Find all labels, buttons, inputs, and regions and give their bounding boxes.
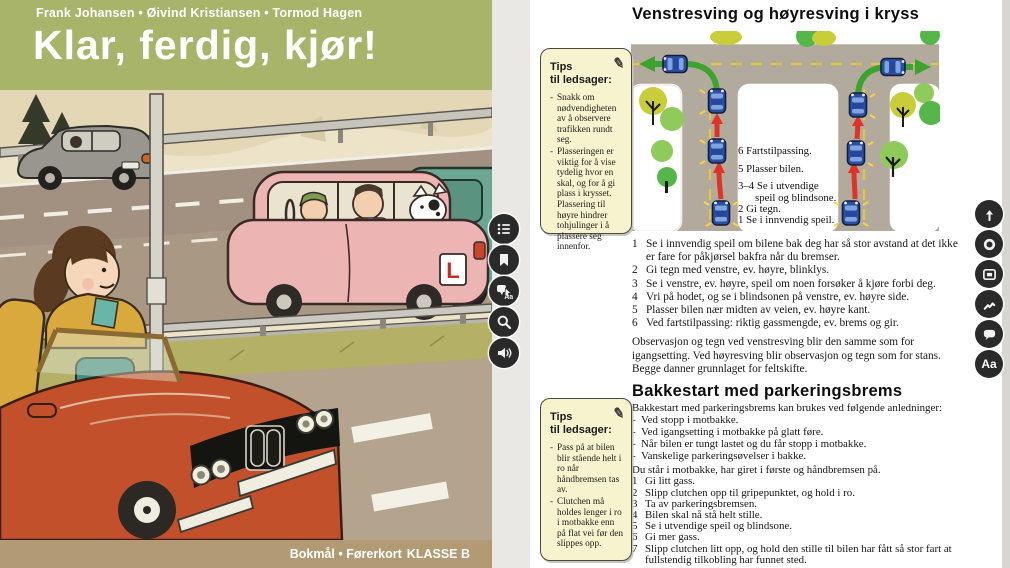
textbook-page — [530, 0, 1002, 568]
svg-text:L: L — [446, 258, 460, 283]
bmw-grille — [246, 426, 284, 470]
tips-box-1 — [540, 48, 632, 253]
list-item: 3 Se i venstre, ev. høyre, speil om noen forsøker å kjøre forbi deg. — [632, 277, 936, 290]
diagram-step-label: 6 Fartstilpassing. — [738, 145, 812, 157]
word-lookup-button[interactable] — [489, 276, 519, 306]
text-settings-icon: Aa — [981, 357, 997, 371]
list-item: 5 Plasser bilen nær midten av veien, ev. høyre kant. — [632, 304, 871, 317]
reader-toolbar-right — [975, 200, 1003, 378]
list-item: 2 Slipp clutchen opp til gripepunktet, og hold i ro. — [632, 486, 855, 499]
text-settings-button[interactable] — [975, 350, 1003, 378]
contents-list-icon — [496, 221, 512, 237]
pencil-icon: ✎ — [612, 404, 627, 422]
frame-icon — [982, 267, 997, 282]
tips-item: - Pass på at bilen blir stående helt i ro når håndbremsen tas av. — [550, 443, 622, 496]
diagram-step-labels — [738, 146, 874, 226]
pink-learner-car — [228, 172, 488, 320]
tips-item: - Clutchen må holdes lenger i ro i motbakke enn på flat vei før den slippes opp. — [550, 496, 624, 550]
tips-item: - Plasseringen er viktig for å vise tydelig hvor en skal, og for å gi plass i krysset. Plassering til høyre hindrer tohjulinger i å plassere seg innenfor. — [550, 146, 616, 253]
reader-toolbar-middle — [489, 214, 519, 368]
svg-text:Aa: Aa — [503, 293, 513, 300]
list-item: 1 Gi litt gass. — [632, 475, 695, 488]
turning-steps-list — [632, 238, 968, 330]
hillstart-section — [632, 403, 968, 566]
list-item: 4 Bilen skal nå stå helt stille. — [632, 509, 763, 522]
list-item: 7 Slipp clutchen litt opp, og hold den stille til bilen har fått så stor fart at fullstendig tilkobling har funnet sted. — [632, 542, 952, 566]
cover-header — [0, 0, 492, 90]
tips-title: ✎ Tips til ledsager: — [550, 404, 627, 436]
comments-button[interactable] — [975, 320, 1003, 348]
page-title: Venstresving og høyresving i kryss — [632, 5, 920, 23]
scrollbar-track[interactable] — [1002, 0, 1010, 568]
side-mirror — [28, 404, 56, 417]
tips-title: ✎ Tips til ledsager: — [550, 54, 627, 86]
tips-item: - Snakk om nødvendigheten av å observere trafikken rundt seg. — [550, 93, 617, 146]
list-item: 2 Gi tegn med venstre, ev. høyre, blinklys. — [632, 264, 830, 277]
bookmark-button[interactable] — [489, 245, 519, 275]
diagram-step-label: speil og blindsone. — [755, 192, 837, 204]
list-item: 6 Gi mer gass. — [632, 531, 700, 544]
focus-button[interactable] — [975, 230, 1003, 258]
speech-bubble-icon — [982, 327, 997, 342]
zigzag-route-icon — [982, 297, 997, 312]
list-item: 6 Ved fartstilpassing: riktig gassmengde, ev. brems og gir. — [632, 317, 899, 330]
list-item: 3 Ta av parkeringsbremsen. — [632, 497, 758, 510]
search-button[interactable] — [489, 307, 519, 337]
hillstart-intro: Bakkestart med parkeringsbrems kan brukes ved følgende anledninger: — [632, 402, 942, 415]
section-title: Bakkestart med parkeringsbrems — [632, 382, 903, 401]
bullet-item: - Ved stopp i motbakke. — [632, 413, 739, 426]
cover-authors: Frank Johansen • Øivind Kristiansen • Tormod Hagen — [36, 6, 363, 20]
diagram-step-label: 5 Plasser bilen. — [738, 163, 804, 175]
bullet-item: - Når bilen er tungt lastet og du får stopp i motbakke. — [632, 437, 867, 450]
cover-footer — [0, 540, 492, 568]
list-item: 1 Se i innvendig speil om bilene bak deg har så stor avstand at det ikke er fare for påkjørsel bakfra når du bremser. — [632, 238, 958, 264]
bullet-item: - Vanskelige parkeringsøvelser i bakke. — [632, 449, 807, 462]
hillstart-setup: Du står i motbakke, har giret i første og håndbremsen på. — [632, 463, 881, 476]
tips-items — [550, 93, 624, 253]
cover-title: Klar, ferdig, kjør! — [33, 22, 378, 68]
diagram-step-label: 3–4 Se i utvendige — [738, 180, 819, 192]
observation-paragraph: Observasjon og tegn ved venstresving blir den samme som for igangsetting. Ved høyresving blir observasjon og tegn som for stans. Begge danner grunnlaget for feltskifte. — [632, 336, 941, 375]
list-item: 5 Se i utvendige speil og blindsone. — [632, 520, 793, 533]
read-aloud-speaker-icon — [496, 345, 512, 361]
page-body — [632, 238, 968, 566]
book-cover — [0, 0, 492, 568]
word-lookup-icon — [496, 283, 513, 300]
target-icon — [982, 237, 997, 252]
tips-items — [550, 443, 624, 550]
tips-box-2 — [540, 398, 632, 561]
frame-view-button[interactable] — [975, 260, 1003, 288]
read-aloud-button[interactable] — [489, 338, 519, 368]
hillstart-bullets — [632, 415, 968, 463]
pencil-icon: ✎ — [612, 54, 627, 72]
diagram-step-label: 1 Se i innvendig speil. — [738, 214, 835, 226]
navigate-up-button[interactable] — [975, 200, 1003, 228]
hillstart-steps-list — [632, 476, 968, 566]
footer-class: KLASSE B — [406, 547, 470, 561]
l-plate — [440, 254, 466, 285]
bookmark-icon — [496, 252, 512, 268]
list-item: 4 Vri på hodet, og se i blindsonen på venstre, ev. høyre side. — [632, 290, 910, 303]
footer-edition: Bokmål • Førerkort — [289, 547, 402, 561]
arrow-up-icon — [982, 207, 997, 222]
contents-button[interactable] — [489, 214, 519, 244]
cover-illustration — [0, 90, 492, 540]
search-icon — [496, 314, 512, 330]
route-button[interactable] — [975, 290, 1003, 318]
diagram-step-label: 2 Gi tegn. — [738, 203, 781, 215]
bullet-item: - Ved igangsetting i motbakke på glatt føre. — [632, 425, 824, 438]
